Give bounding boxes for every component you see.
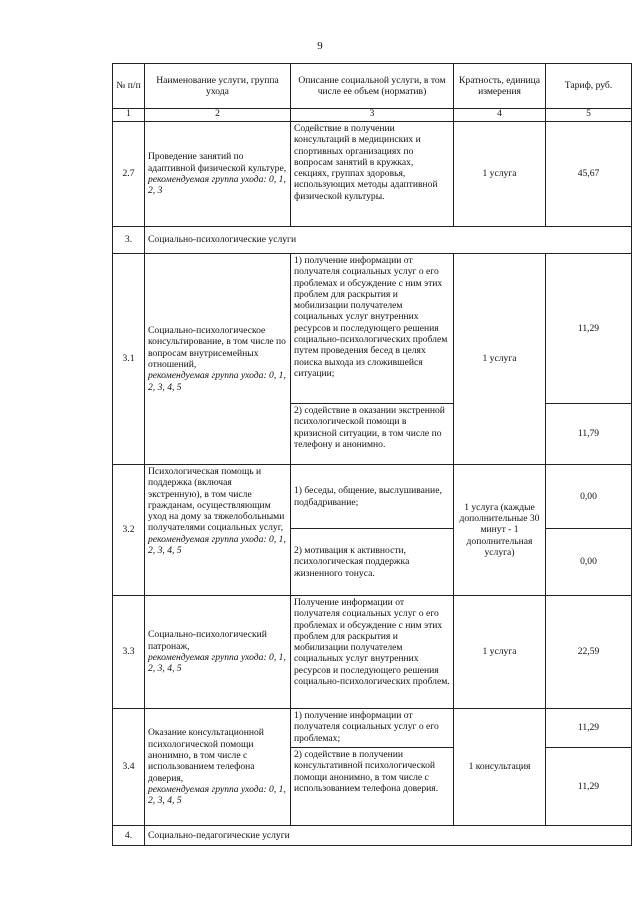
section-title: Социально-психологические услуги — [145, 227, 632, 254]
service-description: Получение информации от получателя социальных услуг о его проблемах и обсуждение с ним этих проблем для раскрытия и мобилизации получателем социальных услуг внутренних ресурсов и последующего решения социально-психологических проблем. — [291, 596, 454, 709]
service-frequency: 1 консультация — [454, 709, 546, 826]
row-number: 3.1 — [113, 254, 145, 465]
service-description: 2) содействие в получении консультативной психологической помощи анонимно, в том числе с использованием телефона доверия. — [291, 748, 454, 826]
care-group: рекомендуемая группа ухода: 0, 1, 2, 3, 4, 5 — [148, 652, 286, 675]
row-number: 3.2 — [113, 465, 145, 596]
header-row — [113, 64, 632, 109]
service-name-cell — [145, 596, 291, 709]
column-number: 3 — [291, 109, 454, 122]
service-name: Социально-психологический патронаж, — [148, 629, 267, 652]
header-description: Описание социальной услуги, в том числе ее объем (норматив) — [291, 64, 454, 109]
service-tariff: 11,79 — [546, 404, 632, 465]
service-name-cell — [145, 122, 291, 227]
row-number: 3.4 — [113, 709, 145, 826]
table-row — [113, 122, 632, 227]
column-number: 1 — [113, 109, 145, 122]
row-number: 3.3 — [113, 596, 145, 709]
service-frequency: 1 услуга — [454, 122, 546, 227]
column-number: 4 — [454, 109, 546, 122]
service-tariff: 0,00 — [546, 529, 632, 596]
care-group: рекомендуемая группа ухода: 0, 1, 2, 3, 4, 5 — [148, 533, 286, 557]
section-row — [113, 227, 632, 254]
service-name: Проведение занятий по адаптивной физической культуре, — [148, 151, 287, 174]
service-tariff: 45,67 — [546, 122, 632, 227]
section-number: 4. — [113, 826, 145, 846]
service-tariff: 11,29 — [546, 748, 632, 826]
header-name: Наименование услуги, группа ухода — [145, 64, 291, 109]
header-tariff: Тариф, руб. — [546, 64, 632, 109]
column-number: 5 — [546, 109, 632, 122]
section-title: Социально-педагогические услуги — [145, 826, 632, 846]
care-group: рекомендуемая группа ухода: 0, 1, 2, 3, 4, 5 — [148, 783, 286, 807]
service-name: Психологическая помощь и поддержка (включая экстренную), в том числе гражданам, осуществляющим уход на дому за тяжелобольными получателями социальных услуг, — [148, 466, 285, 534]
service-description: 1) получение информации от получателя социальных услуг о его проблемах и обсуждение с ним этих проблем для раскрытия и мобилизации получателем социальных услуг внутренних ресурсов и последующего решения социально-психологических проблем путем проведения бесед в целях поиска выхода из сложившейся ситуации; — [291, 254, 454, 404]
service-description: 1) получение информации от получателя социальных услуг о его проблемах; — [291, 709, 454, 748]
services-table — [112, 63, 632, 846]
care-group: рекомендуемая группа ухода: 0, 1, 2, 3 — [148, 174, 286, 197]
service-description: 2) мотивация к активности, психологическая поддержка жизненного тонуса. — [291, 529, 454, 596]
service-tariff: 11,29 — [546, 254, 632, 404]
row-number: 2.7 — [113, 122, 145, 227]
table-row — [113, 596, 632, 709]
header-frequency: Кратность, единица измерения — [454, 64, 546, 109]
column-number: 2 — [145, 109, 291, 122]
service-name: Социально-психологическое консультирование, в том числе по вопросам внутрисемейных отношений, — [148, 325, 286, 370]
service-name-cell — [145, 254, 291, 465]
service-description: Содействие в получении консультаций в медицинских и спортивных организациях по вопросам занятий в кружках, секциях, группах здоровья, использующих методы адаптивной физической культуры. — [291, 122, 454, 227]
service-tariff: 22,59 — [546, 596, 632, 709]
section-number: 3. — [113, 227, 145, 254]
column-numbers-row — [113, 109, 632, 122]
service-name-cell — [145, 465, 291, 596]
service-description: 2) содействие в оказании экстренной психологической помощи в кризисной ситуации, в том числе по телефону и анонимно. — [291, 404, 454, 465]
table-row — [113, 254, 632, 404]
service-tariff: 0,00 — [546, 465, 632, 529]
section-row — [113, 826, 632, 846]
page-number: 9 — [317, 40, 323, 52]
service-tariff: 11,29 — [546, 709, 632, 748]
service-name: Оказание консультационной психологической помощи анонимно, в том числе с использованием телефона доверия, — [148, 727, 264, 784]
service-frequency: 1 услуга — [454, 254, 546, 465]
header-num: № п/п — [113, 64, 145, 109]
service-frequency: 1 услуга (каждые дополнительные 30 минут - 1 дополнительная услуга) — [454, 465, 546, 596]
care-group: рекомендуемая группа ухода: 0, 1, 2, 3, 4, 5 — [148, 370, 286, 393]
table-row — [113, 709, 632, 748]
table-row — [113, 465, 632, 529]
service-description: 1) беседы, общение, выслушивание, подбадривание; — [291, 465, 454, 529]
service-frequency: 1 услуга — [454, 596, 546, 709]
service-name-cell — [145, 709, 291, 826]
